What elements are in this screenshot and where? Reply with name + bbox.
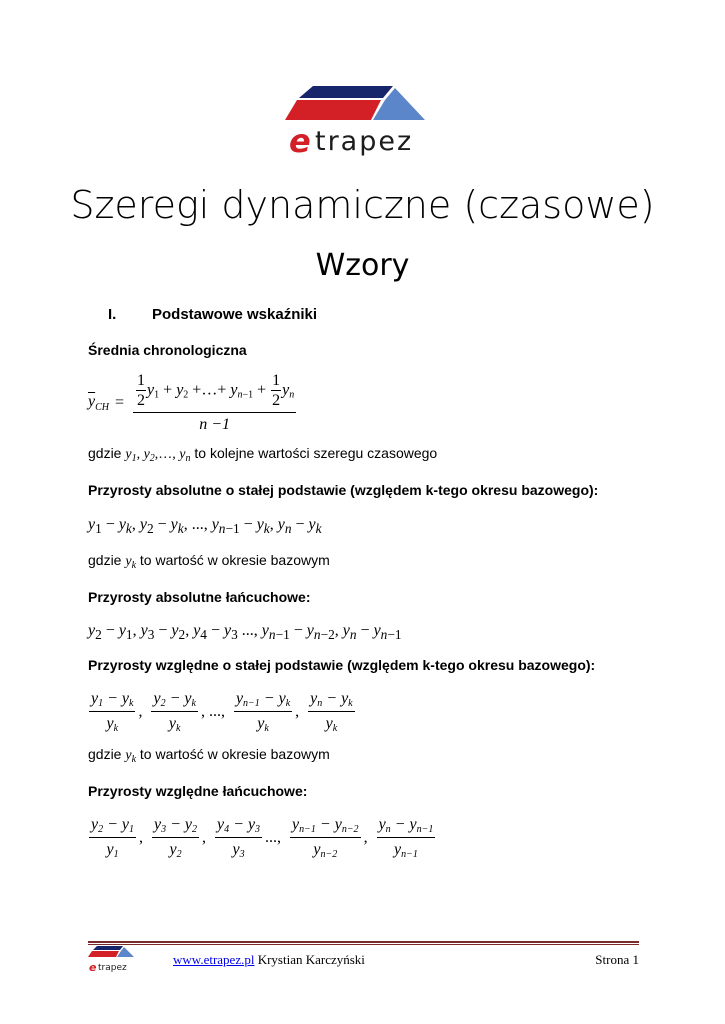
formula-lhs-sub: CH (95, 402, 110, 414)
heading-wzgl-lanc: Przyrosty względne łańcuchowe: (88, 783, 308, 799)
abs-stala-note: gdzie $y_k$ to wartość w okresie bazowym (88, 552, 330, 571)
page-number: Strona 1 (595, 952, 639, 967)
heading-abs-lanc: Przyrosty absolutne łańcuchowe: (88, 589, 311, 605)
formula-wzgl-lanc: $\frac{y_2 - y_1}{y_1}$ , $\frac{y_3 - y_2}{y_2}$ , $\frac{y_4 - y_3}{y_3}$ ..., $\frac{y_{n-1} - y_{n-2}}{y_{n-2}}$ , $\frac{y_n - y_{n-1}}{y_{n-1}}$ (91, 816, 434, 860)
wzgl-stala-note: gdzie $y_k$ to wartość w okresie bazowym (88, 746, 330, 765)
section-number: I. (108, 306, 117, 323)
page-title: Szeregi dynamiczne (czasowe) (70, 183, 655, 227)
footer-divider-thin (88, 944, 639, 945)
etrapez-logo (285, 86, 445, 158)
section-title: Podstawowe wskaźniki (152, 306, 318, 323)
svg-text:e: e (89, 961, 97, 974)
logo-navy-shape (299, 86, 393, 98)
footer-logo (88, 946, 140, 974)
heading-wzgl-stala: Przyrosty względne o stałej podstawie (względem k-tego okresu bazowego): (88, 657, 596, 673)
heading-abs-stala: Przyrosty absolutne o stałej podstawie (względem k-tego okresu bazowego): (88, 482, 599, 498)
formula-wzgl-stala: $\frac{y_1 - y_k}{y_k}$ , $\frac{y_2 - y_k}{y_k}$ , ..., $\frac{y_{n-1} - y_k}{y_k}$ , $\frac{y_n - y_k}{y_k}$ (91, 690, 353, 734)
svg-text:trapez: trapez (98, 963, 127, 973)
page-subtitle: Wzory (315, 248, 410, 283)
footer-link[interactable]: www.etrapez.pl (173, 952, 255, 967)
formula-main-fraction: $\frac{1}{2}$ $y_1 + y_2$ +…+ $y_{n-1}$ + $\frac{1}{2}$ $y_n$ n −1 (133, 372, 296, 434)
formula-srednia-chronologiczna: $\overline{y}_{CH}$ = $\frac{1}{2}$ $y_1 + y_2$ +…+ $y_{n-1}$ + $\frac{1}{2}$ $y_n$ n −1 (88, 372, 295, 433)
formula-abs-stala: $y_1 - y_k$, $y_2 - y_k$, ..., $y_{n-1} - y_k$, $y_n - y_k$ (88, 516, 322, 537)
section-heading (108, 306, 317, 323)
footer-credit (173, 952, 365, 968)
srednia-note: gdzie $y_1$, $y_2,\dots$, $y_n$ to kolejne wartości szeregu czasowego (88, 445, 438, 464)
formula-denominator: n −1 (199, 416, 231, 433)
footer-author: Krystian Karczyński (254, 952, 365, 967)
footer-divider (88, 941, 639, 943)
logo-wordmark: trapez (315, 126, 414, 157)
heading-srednia: Średnia chronologiczna (88, 342, 247, 358)
formula-lhs: $\overline{y}$ (88, 392, 96, 410)
logo-letter-e: e (289, 122, 311, 158)
formula-abs-lanc: $y_2 - y_1$, $y_3 - y_2$, $y_4 - y_3$ ..., $y_{n-1} - y_{n-2}$, $y_n - y_{n-1}$ (88, 622, 402, 643)
logo-red-shape (285, 100, 381, 120)
